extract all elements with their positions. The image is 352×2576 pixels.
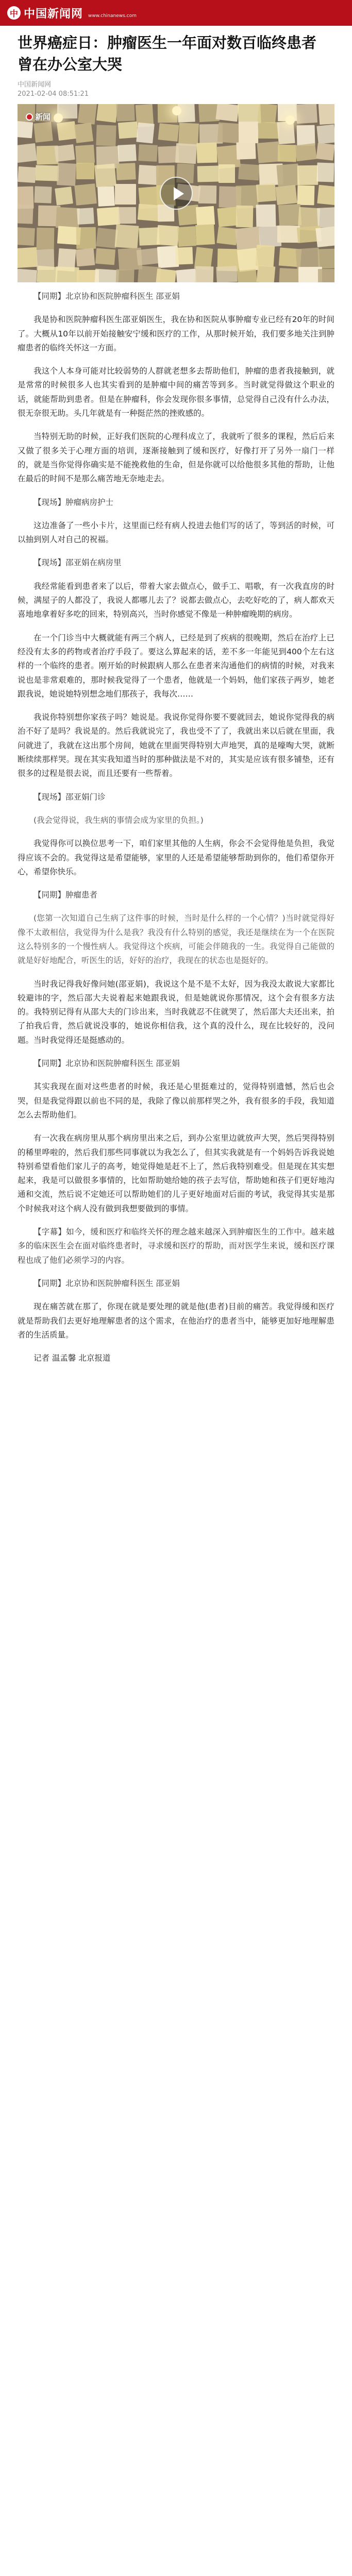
article-date: 2021-02-04 08:51:21 bbox=[18, 90, 89, 98]
wish-card bbox=[219, 164, 235, 183]
paragraph: 其实我现在面对这些患者的时候，我还是心里挺难过的，觉得特别遗憾，然后也会哭，但是我觉得跟以前也不同的是，我除了像以前那样哭之外，我有很多的手段，我知道怎么去帮助他们。 bbox=[18, 1082, 334, 1120]
ceiling-light bbox=[54, 113, 63, 123]
wish-card bbox=[97, 186, 115, 206]
paragraph: 我是协和医院肿瘤科医生邵亚娟医生，我在协和医院从事肿瘤专业已经有20年的时间了。大概从10年以前开始接触安宁缓和医疗的工作，从那时候开始，我们要多地关注到肿瘤患者的临终关怀这一方面。 bbox=[18, 315, 334, 352]
article bbox=[18, 32, 334, 1375]
wish-card bbox=[158, 123, 179, 141]
site-logo[interactable] bbox=[7, 5, 137, 21]
wish-card bbox=[57, 121, 77, 141]
paragraph: 我经常能看到患者来了以后，带着大家去做点心，做手工、唱歌，有一次我直房的时候，满屋子的人都没了，我说人都哪儿去了？说都去做点心，去吃好吃的了，病人都欢天喜地地拿着好多吃的回来，特别高兴，当时你感觉不像是一种肿瘤晚期的病房。 bbox=[18, 581, 334, 619]
wish-card bbox=[238, 164, 260, 181]
wish-card bbox=[96, 125, 116, 147]
wish-card bbox=[318, 248, 334, 268]
wish-card bbox=[35, 186, 52, 203]
wish-card bbox=[195, 266, 214, 282]
wish-card bbox=[18, 204, 33, 224]
wish-card bbox=[176, 268, 197, 282]
section-tag: 【同期】北京协和医院肿瘤科医生 邵亚娟 bbox=[33, 292, 180, 301]
wish-card bbox=[216, 266, 238, 282]
wish-card bbox=[18, 227, 35, 246]
wish-card bbox=[118, 121, 138, 139]
wish-card bbox=[116, 269, 135, 282]
wish-card bbox=[256, 205, 276, 227]
article-source: 中国新闻网 bbox=[18, 81, 52, 89]
wish-card bbox=[196, 206, 215, 226]
wish-card bbox=[139, 227, 159, 246]
wish-card bbox=[97, 207, 120, 226]
wish-card bbox=[115, 184, 136, 205]
wish-card bbox=[318, 268, 334, 282]
wish-card bbox=[317, 185, 334, 206]
wish-card bbox=[75, 145, 95, 164]
paragraph: 当特别无助的时候，正好我们医院的心理科成立了，我就听了很多的课程，然后后来又做了很多关于心理方面的培训，逐渐接触到了缓和医疗，好像打开了另外一扇门一样的，就是当你觉得你确实是不能挽救他的生命，但是你就可以给他很多其他的帮助，让他在最后的时间不是那么痛苦地无奈地走去。 bbox=[18, 432, 334, 484]
wish-card bbox=[55, 187, 74, 205]
wish-card bbox=[279, 268, 300, 282]
wish-card bbox=[138, 204, 160, 222]
section-tag: 【同期】肿瘤患者 bbox=[33, 890, 98, 900]
wish-card bbox=[96, 104, 118, 123]
wish-card bbox=[295, 143, 316, 162]
wish-card bbox=[198, 185, 216, 204]
wish-card bbox=[18, 143, 37, 163]
wish-card bbox=[215, 104, 239, 122]
paragraph: 我说你特别想你家孩子吗？她说是。我说你觉得你要不要就回去，她说你觉得我的病治不好了是吗？我说是的。然后我就说完了，我也受不了了，我就出来以后就在里面，我问就进了，我就在这出那个房间，她就在里面哭得特别大声地哭，真的是嚎啕大哭，就断断续续那样哭。现在其实我知道当时的那种做法是不对的，其实是应该有很多铺垫，还有很多的过程是很去说，而且还要有一些帮着。 bbox=[18, 713, 334, 778]
wish-card bbox=[18, 247, 38, 268]
wish-card bbox=[256, 245, 275, 267]
section-tag: 【现场】邵亚娟在病房里 bbox=[33, 558, 122, 568]
paragraph: 现在痛苦就在那了，你现在就是要处理的就是他(患者)目前的痛苦。我觉得缓和医疗就是帮助我们去更好地理解患者的这个需求，在他治疗的患者当中，能够更加好地理解患者的生活质量。 bbox=[18, 1302, 334, 1340]
wish-card bbox=[178, 123, 199, 146]
wish-card bbox=[236, 185, 258, 208]
paragraph: (您第一次知道自己生病了这件事的时候，当时是什么样的一个心情？)当时就觉得好像不太敢相信，我觉得为什么是我？我没有什么特别的感觉，我还是继续在为一个在医院这么特别多的一个慢性病人。我觉得这个疾病，可能会伴随我的一生。我觉得自己能做的就是好好地配合，听医生的话，好好的治疗，我现在的状态也是挺好的。 bbox=[18, 913, 334, 965]
wish-card bbox=[275, 185, 297, 206]
video-channel-label: 新闻 bbox=[35, 112, 51, 122]
wish-card bbox=[236, 142, 256, 160]
wish-card bbox=[115, 224, 139, 248]
wish-card bbox=[37, 265, 58, 282]
paragraph: 这边准备了一些小卡片，这里面已经有病人投进去他们写的话了，等到活的时候，可以抽到别人对自己的祝福。 bbox=[18, 520, 334, 545]
wish-card bbox=[258, 104, 278, 123]
wish-card bbox=[217, 207, 238, 227]
wish-card bbox=[195, 224, 215, 245]
ceiling-light bbox=[286, 115, 295, 125]
wish-card bbox=[256, 183, 277, 202]
paragraph: 有一次我在病房里从那个病房里出来之后，到办公室里边就放声大哭，然后哭得特别的稀里哗啦的，然后我们那些同事就以为我怎么了，但其实我就是有一个妈妈告诉我说她特别希望看他们家儿子的高考，她觉得她是赶不上了，然后我特别难受。但是现在其实想起来，我是可以做很多事情的，比如帮助她给她的孩子去写信，帮助她和孩子们更好地沟通和交流，然后说不定她还可以帮助她们的儿子更好地面对后面的考试，我觉得其实是那个时候我对这个病人没有做到我想要做到的事情。 bbox=[18, 1133, 334, 1213]
logo-url: www.chinanews.com bbox=[88, 13, 137, 19]
section-tag: 【同期】北京协和医院肿瘤科医生 邵亚娟 bbox=[33, 1278, 180, 1288]
wish-card bbox=[318, 104, 334, 125]
paragraph: 我觉得你可以换位思考一下，咱们家里其他的人生病，你会不会觉得他是负担，我觉得应该不会的。我觉得这是希望能够，家里的人还是希望能够帮助到你的，他们希望你开心，希望你快乐。 bbox=[18, 839, 334, 876]
article-body bbox=[18, 290, 334, 1365]
wish-card bbox=[139, 144, 158, 162]
wish-card bbox=[118, 144, 137, 162]
ceiling-light bbox=[172, 106, 181, 115]
wish-card bbox=[316, 226, 334, 247]
wish-card bbox=[277, 163, 300, 187]
channel-dot-icon bbox=[26, 113, 33, 121]
wish-card bbox=[18, 166, 36, 183]
wish-card bbox=[34, 122, 54, 143]
video-player[interactable] bbox=[18, 104, 334, 282]
section-tag: 【现场】肿瘤病房护士 bbox=[33, 497, 114, 507]
wish-card bbox=[18, 268, 37, 282]
wish-card bbox=[258, 122, 279, 139]
wish-card bbox=[116, 104, 135, 122]
wish-card bbox=[76, 163, 94, 179]
wish-card bbox=[74, 183, 97, 205]
wish-card bbox=[236, 206, 253, 227]
paragraph: 我这个人本身可能对比较弱势的人群就老想多去帮助他们，肿瘤的患者我接触到，就是常常的时候很多人也其实看到的是肿瘤中间的痛苦等到多。当时就觉得做这个职业的话，就能帮助到患者。但是在肿瘤科，你会发现你很多事情，总觉得自己没有什么办法，很无奈很无助。头几年就是有一种挺茫然的挫败感的。 bbox=[18, 366, 334, 418]
section-tag: 【同期】北京协和医院肿瘤科医生 邵亚娟 bbox=[33, 1059, 180, 1069]
wish-card bbox=[37, 228, 55, 250]
logo-mark-icon: 中 bbox=[7, 6, 21, 20]
logo-name: 中国新闻网 bbox=[24, 7, 83, 21]
wish-card bbox=[237, 269, 258, 282]
section-tag: 【字幕】如今，缓和医疗和临终关怀的理念越来越深入到肿瘤医生的工作中。越来越多的临床医生会在面对临终患者时，寻求缓和医疗的帮助，而对医学生来说，缓和医疗课程也成了他们必须学习的内容。 bbox=[18, 1227, 334, 1265]
wish-card bbox=[136, 123, 155, 144]
paragraph: 当时我记得我好像问她(邵亚娟)，我说这个是不是不太好，因为我没太敢说大家都比较避讳的字，然后邵大夫说着起来她跟我说，但是她就说你那情况，这个会有很多方法的。我特别记得有从邵大夫的门诊出来，当时我就忍不住就哭了，然后邵大夫还出来，拍了拍我后背，然后就说没事的，她说你相信我，这个真的没什么，现在比较好的，没问题。当时我觉得还是挺感动的。 bbox=[18, 979, 334, 1045]
wish-card bbox=[256, 265, 275, 282]
wish-card bbox=[316, 163, 334, 182]
wish-card bbox=[277, 121, 295, 145]
wish-card bbox=[95, 248, 115, 265]
wish-card bbox=[297, 185, 314, 206]
wish-card bbox=[278, 144, 297, 162]
wish-card bbox=[177, 226, 197, 247]
wish-card bbox=[175, 143, 197, 164]
wish-card bbox=[94, 268, 119, 282]
wish-card bbox=[74, 123, 93, 143]
wish-card bbox=[76, 227, 96, 249]
wish-card bbox=[239, 122, 259, 144]
section-tag: 【现场】邵亚娟门诊 bbox=[33, 792, 106, 802]
wish-card bbox=[77, 208, 94, 225]
wish-card bbox=[36, 165, 59, 181]
wish-card bbox=[155, 268, 177, 282]
wish-card bbox=[197, 166, 219, 182]
video-channel-logo bbox=[26, 111, 51, 122]
wish-card bbox=[56, 266, 80, 282]
wish-card bbox=[76, 248, 95, 267]
wish-card bbox=[316, 143, 334, 161]
wish-card bbox=[157, 225, 179, 246]
wish-card bbox=[317, 207, 334, 228]
wish-card bbox=[116, 163, 136, 180]
wish-card bbox=[57, 163, 76, 186]
wish-card bbox=[18, 121, 33, 138]
wish-card bbox=[297, 165, 319, 185]
article-headline: 世界癌症日：肿瘤医生一年面对数百临终患者 曾在办公室大哭 bbox=[18, 34, 317, 73]
paragraph: (我会觉得说，我生病的事情会成为家里的负担。) bbox=[33, 815, 204, 825]
paragraph: 记者 温孟馨 北京报道 bbox=[33, 1353, 111, 1363]
wish-card bbox=[119, 207, 136, 224]
wish-card bbox=[317, 124, 334, 144]
wish-card bbox=[77, 104, 96, 125]
wish-card bbox=[94, 163, 116, 187]
site-header bbox=[0, 0, 352, 26]
paragraph: 在一个门诊当中大概就能有两三个病人，已经是到了疾病的很晚期，然后在治疗上已经没有太多的药物或者治疗手段了。要这么算起来的话，差不多一年能见到400个左右这样的一个临终的患者。刚开始的时候跟病人那么在患者来沟通他们的病情的时候，对我来说也是非常艰难的，那时候我觉得了一个患者，他就是一个妈妈，他们家孩子两岁，她老跟我说，她说她特别想念地们那孩子，我每次…… bbox=[18, 633, 334, 699]
wish-card bbox=[176, 247, 193, 264]
wish-card bbox=[296, 104, 317, 124]
wish-card bbox=[196, 142, 217, 163]
play-icon[interactable] bbox=[160, 177, 193, 210]
wish-card bbox=[54, 144, 75, 162]
